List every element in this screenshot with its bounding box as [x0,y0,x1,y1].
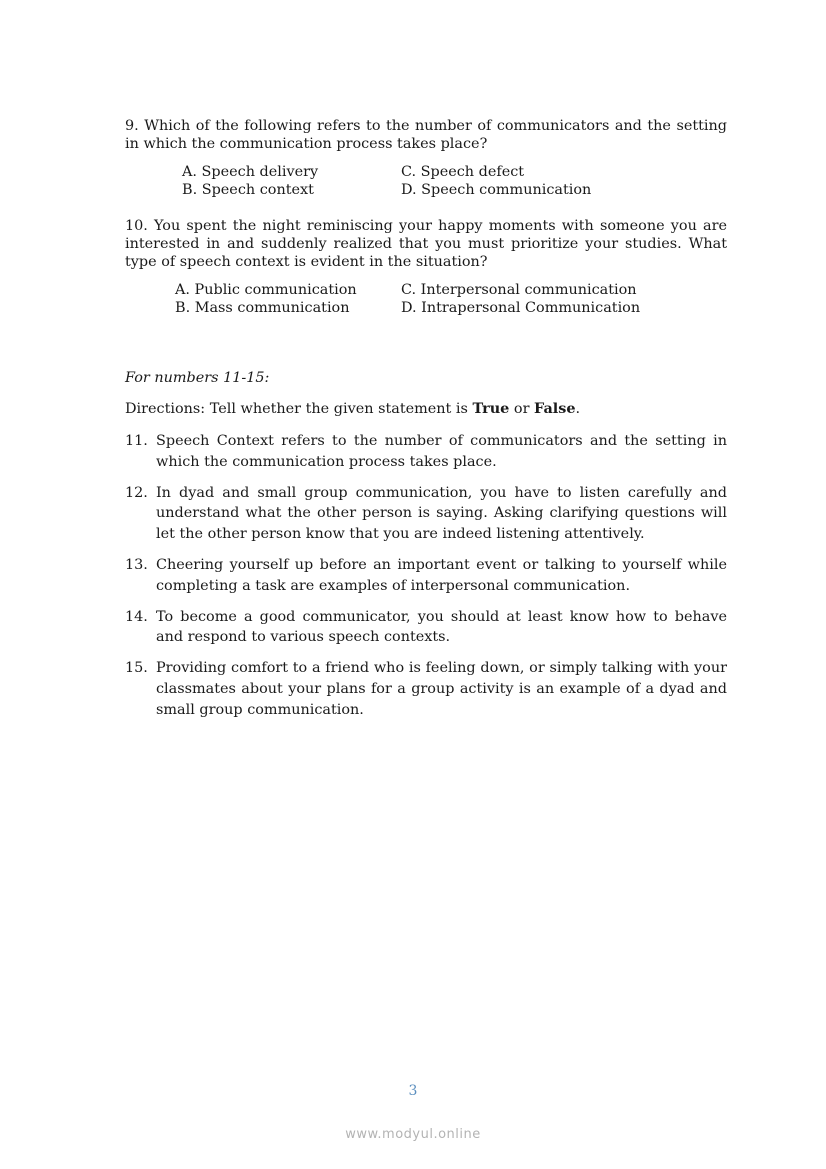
true-word: True [472,400,510,417]
choices-grid [175,281,727,317]
statement-text: Speech Context refers to the number of communicators and the setting in which the communication process takes place. [156,433,727,470]
document-page [125,117,727,731]
statement-list [125,431,727,721]
statement-text: To become a good communicator, you should at least know how to behave and respond to various speech contexts. [156,608,727,646]
statement-item-15 [125,658,727,720]
choice-d: D. Speech communication [401,182,592,198]
directions [125,400,727,418]
question-text: 10. You spent the night reminiscing your happy moments with someone you are interested in and suddenly realized that you must prioritize your studies. What type of speech context is evident in the situation? [125,218,727,270]
statement-text: Providing comfort to a friend who is feeling down, or simply talking with your classmates about your plans for a group activity is an example of a dyad and small group communication. [156,660,727,718]
statement-item-14 [125,607,727,649]
statement-number: 13. [125,556,148,573]
watermark: www.modyul.online [345,1127,481,1142]
statement-item-13 [125,555,727,597]
directions-suffix: . [575,401,581,417]
statement-item-11 [125,431,727,473]
choice-c: C. Speech defect [401,164,525,180]
choice-a: A. Public communication [175,282,357,298]
choice-b: B. Speech context [182,182,314,198]
statement-text: In dyad and small group communication, you have to listen carefully and understand what the other person is saying. Asking clarifying questions will let the other person know that you are indeed listening attentively. [156,484,727,543]
choice-a: A. Speech delivery [182,164,319,180]
choice-b: B. Mass communication [175,300,350,316]
statement-number: 11. [125,433,148,449]
page-number: 3 [408,1083,418,1099]
choices-grid [182,163,727,199]
statement-number: 14. [125,608,148,625]
or-word: or [509,401,535,417]
question-10 [125,217,727,317]
directions-prefix: Directions: Tell whether the given statement is [125,401,473,417]
section-label: For numbers 11-15: [125,370,270,386]
question-9 [125,117,727,199]
statement-number: 12. [125,484,148,501]
statement-item-12 [125,483,727,545]
statement-text: Cheering yourself up before an important event or talking to yourself while completing a task are examples of interpersonal communication. [156,556,727,594]
choice-d: D. Intrapersonal Communication [401,300,641,316]
question-text: 9. Which of the following refers to the number of communicators and the setting in which the communication process takes place? [125,118,727,152]
choice-c: C. Interpersonal communication [401,282,637,298]
false-word: False [534,400,576,417]
statement-number: 15. [125,660,148,677]
